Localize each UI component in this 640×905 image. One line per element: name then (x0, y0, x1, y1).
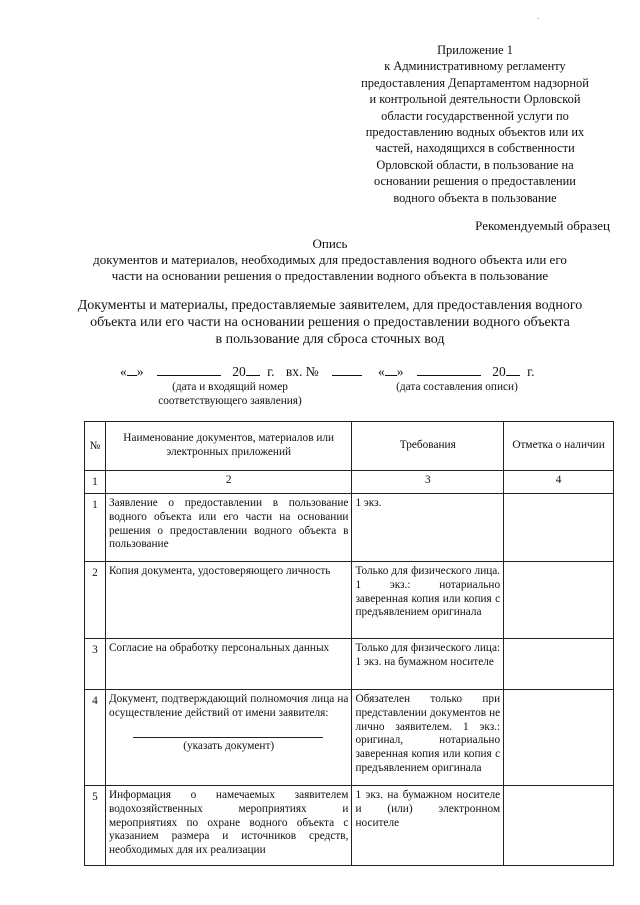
date-note-right: (дата составления описи) (396, 381, 518, 393)
row-name: Заявление о предоставлении в пользование водного объекта или его части на основании решения о предоставлении водного объекта в пользование (105, 494, 352, 562)
row-num: 1 (85, 494, 106, 562)
note-line: соответствующего заявления) (158, 395, 302, 407)
date-field-left (120, 364, 362, 380)
col-number: 4 (504, 471, 614, 494)
table-row (85, 690, 614, 786)
row-req: 1 экз. (352, 494, 504, 562)
appendix-line: основании решения о предоставлении (374, 174, 576, 189)
row-num: 4 (85, 690, 106, 786)
row-req: 1 экз. на бумажном носителе и (или) электронном носителе (352, 786, 504, 866)
appendix-line: и контрольной деятельности Орловской (369, 92, 581, 107)
quote-close: » (396, 364, 404, 379)
row-name: Документ, подтверждающий полномочия лица на осуществление действий от имени заявителя: (108, 693, 349, 719)
row-num: 2 (85, 562, 106, 639)
date-note-left (140, 380, 320, 408)
inventory-subtitle (20, 297, 640, 348)
sample-label: Рекомендуемый образец (475, 218, 610, 233)
row-name-cell (105, 690, 352, 786)
year-prefix: 20 (232, 364, 246, 379)
row-num: 5 (85, 786, 106, 866)
subtitle-line: Документы и материалы, предоставляемые заявителем, для предоставления водного (77, 298, 583, 313)
header-num: № (85, 422, 106, 471)
col-number: 3 (352, 471, 504, 494)
date-field-right (378, 364, 535, 380)
row-mark (504, 786, 614, 866)
row-req: Обязателен только при представлении документов не лично заявителем. 1 экз.: оригинал, нотариально заверенная копия или копия с предъявлением оригинала (352, 690, 504, 786)
row-name: Согласие на обработку персональных данных (105, 639, 352, 690)
col-number: 2 (105, 471, 352, 494)
table-row (85, 494, 614, 562)
table-row (85, 639, 614, 690)
scan-mark: . (537, 12, 539, 21)
appendix-line: Орловской области, в пользование на (376, 157, 574, 172)
table-row (85, 786, 614, 866)
title-line: документов и материалов, необходимых для предоставления водного объекта или его (93, 252, 567, 267)
year-suffix: г. (527, 364, 535, 379)
appendix-line: к Административному регламенту (384, 59, 566, 74)
title-line: части на основании решения о предоставлении водного объекта в пользование (111, 268, 549, 283)
subtitle-line: в пользование для сброса сточных вод (215, 332, 445, 347)
appendix-line: Приложение 1 (437, 43, 513, 57)
appendix-line: области государственной услуги по (381, 108, 569, 123)
title-word: Опись (312, 236, 348, 251)
quote-close: » (136, 364, 144, 379)
appendix-header (340, 42, 610, 206)
appendix-line: предоставления Департаментом надзорной (361, 75, 589, 90)
subtitle-line: объекта или его части на основании решения о предоставлении водного объекта (90, 315, 570, 330)
col-number: 1 (85, 471, 106, 494)
quote-open: « (378, 364, 385, 379)
appendix-line: предоставлению водных объектов или их (365, 125, 585, 140)
year-prefix: 20 (492, 364, 506, 379)
year-suffix: г. (267, 364, 275, 379)
row-mark (504, 690, 614, 786)
quote-open: « (120, 364, 127, 379)
appendix-line: частей, находящихся в собственности (375, 141, 575, 156)
row-name: Копия документа, удостоверяющего личность (105, 562, 352, 639)
row-mark (504, 494, 614, 562)
documents-table (84, 421, 614, 866)
appendix-line: водного объекта в пользование (393, 190, 557, 205)
inventory-title (20, 236, 640, 284)
note-line: (дата и входящий номер (172, 381, 288, 393)
row-req: Только для физического лица: 1 экз. на бумажном носителе (352, 639, 504, 690)
header-mark: Отметка о наличии (504, 422, 614, 471)
column-numbers-row (85, 471, 614, 494)
row-req: Только для физического лица. 1 экз.: нотариально заверенная копия или копия с предъявлением оригинала (352, 562, 504, 639)
table-row (85, 562, 614, 639)
row-num: 3 (85, 639, 106, 690)
header-name: Наименование документов, материалов или электронных приложений (105, 422, 352, 471)
row-name-caption: (указать документ) (183, 739, 275, 752)
header-req: Требования (352, 422, 504, 471)
table-header-row (85, 422, 614, 471)
row-mark (504, 562, 614, 639)
incoming-number-label: вх. № (285, 364, 319, 379)
row-mark (504, 639, 614, 690)
signature-blank-line (133, 727, 323, 738)
row-name: Информация о намечаемых заявителем водохозяйственных мероприятиях и мероприятиях по охране водного объекта с указанием размера и источников средств, необходимых для их реализации (105, 786, 352, 866)
